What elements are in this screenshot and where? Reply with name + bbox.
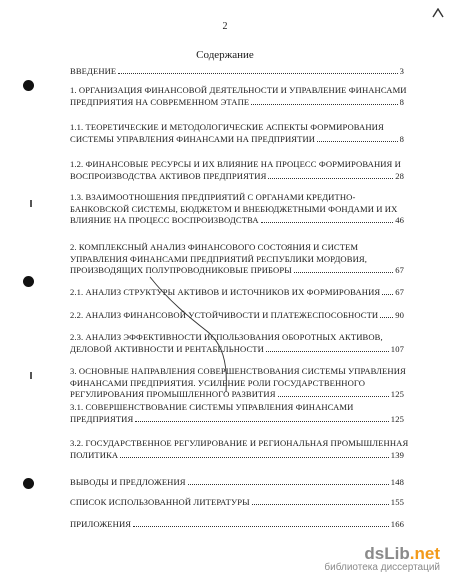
toc-title: Содержание: [196, 49, 254, 61]
toc-page-number: 67: [395, 265, 404, 276]
page-number: 2: [222, 21, 228, 32]
toc-entry-line: 2.1. АНАЛИЗ СТРУКТУРЫ АКТИВОВ И ИСТОЧНИКОВ ИХ ФОРМИРОВАНИЯ: [70, 287, 381, 297]
toc-entry-line: ПРЕДПРИЯТИЯ НА СОВРЕМЕННОМ ЭТАПЕ: [70, 96, 250, 107]
toc-entry-line: 1.3. ВЗАИМООТНОШЕНИЯ ПРЕДПРИЯТИЙ С ОРГАНАМИ КРЕДИТНО-: [70, 192, 356, 202]
toc-entry-line: 3. ОСНОВНЫЕ НАПРАВЛЕНИЯ СОВЕРШЕНСТВОВАНИЯ СИСТЕМЫ УПРАВЛЕНИЯ: [70, 366, 406, 376]
watermark-subtitle: библиотека диссертаций: [324, 562, 440, 573]
toc-page-number: 107: [390, 343, 404, 354]
toc-entry-line: СПИСОК ИСПОЛЬЗОВАННОЙ ЛИТЕРАТУРЫ: [70, 497, 250, 507]
toc-entry-line: 2. КОМПЛЕКСНЫЙ АНАЛИЗ ФИНАНСОВОГО СОСТОЯНИЯ И СИСТЕМ: [70, 242, 359, 252]
toc-entry-line: 1.1. ТЕОРЕТИЧЕСКИЕ И МЕТОДОЛОГИЧЕСКИЕ АСПЕКТЫ ФОРМИРОВАНИЯ: [70, 122, 384, 132]
toc-entry-line: ПРИЛОЖЕНИЯ: [70, 519, 132, 529]
toc-page-number: 139: [390, 449, 404, 460]
toc-page-number: 90: [395, 310, 404, 320]
toc-entry-line: ВЛИЯНИЕ НА ПРОЦЕСС ВОСПРОИЗВОДСТВА: [70, 215, 259, 226]
toc-page-number: 67: [395, 287, 404, 297]
toc-entry-line: ПОЛИТИКА: [70, 449, 119, 460]
toc-entry-line: 2.3. АНАЛИЗ ЭФФЕКТИВНОСТИ ИСПОЛЬЗОВАНИЯ ОБОРОТНЫХ АКТИВОВ,: [70, 332, 383, 342]
toc-page-number: 148: [390, 477, 404, 487]
watermark: [324, 544, 440, 573]
watermark-logo: dsLib.net: [364, 544, 440, 563]
toc-entry-line: 3.2. ГОСУДАРСТВЕННОЕ РЕГУЛИРОВАНИЕ И РЕГИОНАЛЬНАЯ ПРОМЫШЛЕННАЯ: [70, 438, 409, 448]
toc-entry-line: 1.2. ФИНАНСОВЫЕ РЕСУРСЫ И ИХ ВЛИЯНИЕ НА ПРОЦЕСС ФОРМИРОВАНИЯ И: [70, 159, 401, 169]
toc-entry-line: 1. ОРГАНИЗАЦИЯ ФИНАНСОВОЙ ДЕЯТЕЛЬНОСТИ И УПРАВЛЕНИЕ ФИНАНСАМИ: [70, 85, 407, 95]
toc-entry-line: ПРОИЗВОДЯЩИХ ПОЛУПРОВОДНИКОВЫЕ ПРИБОРЫ: [70, 265, 292, 276]
toc-page-number: 46: [395, 215, 404, 226]
toc-entry-line: ДЕЛОВОЙ АКТИВНОСТИ И РЕНТАБЕЛЬНОСТИ: [70, 343, 264, 354]
toc-entry-line: БАНКОВСКОЙ СИСТЕМЫ, БЮДЖЕТОМ И ВНЕБЮДЖЕТНЫМИ ФОНДАМИ И ИХ: [70, 203, 398, 214]
toc-page-number: 8: [399, 133, 404, 144]
toc-page-number: 3: [399, 66, 404, 76]
toc-entry-line: СИСТЕМЫ УПРАВЛЕНИЯ ФИНАНСАМИ НА ПРЕДПРИЯТИИ: [70, 133, 316, 144]
toc-page-number: 28: [395, 170, 404, 181]
toc-entry-line: ВВЕДЕНИЕ: [70, 66, 117, 76]
toc-page-number: 125: [390, 413, 404, 424]
toc-page-number: 155: [390, 497, 404, 507]
toc-page-number: 8: [399, 96, 404, 107]
toc-page-number: 166: [390, 519, 404, 529]
toc-page-number: 125: [390, 389, 404, 400]
toc-entry-line: ФИНАНСАМИ ПРЕДПРИЯТИЯ. УСИЛЕНИЕ РОЛИ ГОСУДАРСТВЕННОГО: [70, 377, 366, 388]
toc-entry-line: ПРЕДПРИЯТИЯ: [70, 413, 134, 424]
toc-entry-line: ВЫВОДЫ И ПРЕДЛОЖЕНИЯ: [70, 477, 186, 487]
toc-entry-line: ВОСПРОИЗВОДСТВА АКТИВОВ ПРЕДПРИЯТИЯ: [70, 170, 267, 181]
toc-entry-line: РЕГУЛИРОВАНИЯ ПРОМЫШЛЕННОГО РАЗВИТИЯ: [70, 389, 276, 400]
toc-entry-line: УПРАВЛЕНИЯ ФИНАНСАМИ ПРЕДПРИЯТИЙ РЕСПУБЛИКИ МОРДОВИЯ,: [70, 253, 367, 264]
toc-entry-line: 3.1. СОВЕРШЕНСТВОВАНИЕ СИСТЕМЫ УПРАВЛЕНИЯ ФИНАНСАМИ: [70, 402, 354, 412]
toc-entry-line: 2.2. АНАЛИЗ ФИНАНСОВОЙ УСТОЙЧИВОСТИ И ПЛАТЕЖЕСПОСОБНОСТИ: [70, 310, 379, 320]
